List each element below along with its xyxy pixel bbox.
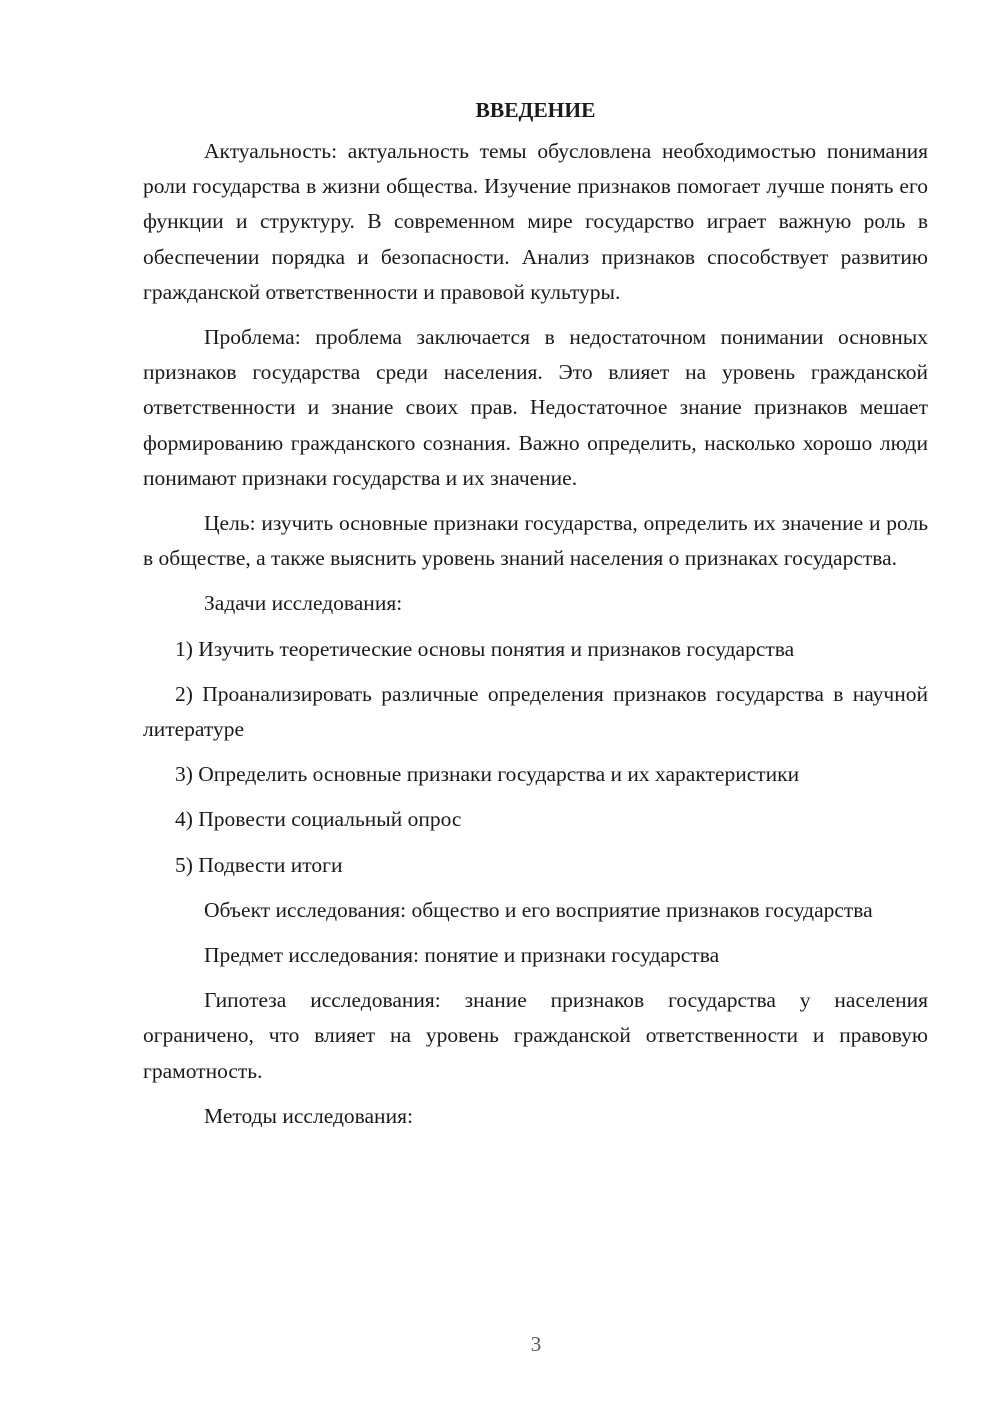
paragraph-relevance: Актуальность: актуальность темы обусловлена необходимостью понимания роли государства в жизни общества. Изучение признаков помогает лучше понять его функции и структуру. В современном мире государство играет важную роль в обеспечении порядка и безопасности. Анализ признаков способствует развитию гражданской ответственности и правовой культуры. (143, 139, 928, 304)
tasks-list (143, 632, 928, 883)
list-item: 3) Определить основные признаки государства и их характеристики (175, 762, 800, 787)
page-title: ВВЕДЕНИЕ (475, 98, 596, 122)
paragraph-goal: Цель: изучить основные признаки государства, определить их значение и роль в обществе, а также выяснить уровень знаний населения о признаках государства. (143, 511, 928, 571)
list-item: 2) Проанализировать различные определения признаков государства в научной литературе (143, 681, 928, 742)
tasks-label: Задачи исследования: (204, 591, 403, 616)
page-number: 3 (530, 1332, 542, 1356)
list-item: 4) Провести социальный опрос (175, 807, 462, 832)
paragraph-problem: Проблема: проблема заключается в недостаточном понимании основных признаков государства среди населения. Это влияет на уровень гражданской ответственности и знание своих прав. Недостаточное знание признаков мешает формированию гражданского сознания. Важно определить, насколько хорошо люди понимают признаки государства и их значение. (143, 325, 928, 490)
list-item: 5) Подвести итоги (175, 852, 343, 877)
paragraph-object: Объект исследования: общество и его восприятие признаков государства (204, 897, 873, 922)
list-item: 1) Изучить теоретические основы понятия и признаков государства (175, 636, 795, 661)
paragraph-subject: Предмет исследования: понятие и признаки государства (204, 943, 720, 968)
paragraph-hypothesis: Гипотеза исследования: знание признаков государства у населения ограничено, что влияет на уровень гражданской ответственности и правовую грамотность. (143, 988, 928, 1083)
paragraph-methods: Методы исследования: (204, 1103, 413, 1128)
document-page (143, 95, 928, 1144)
